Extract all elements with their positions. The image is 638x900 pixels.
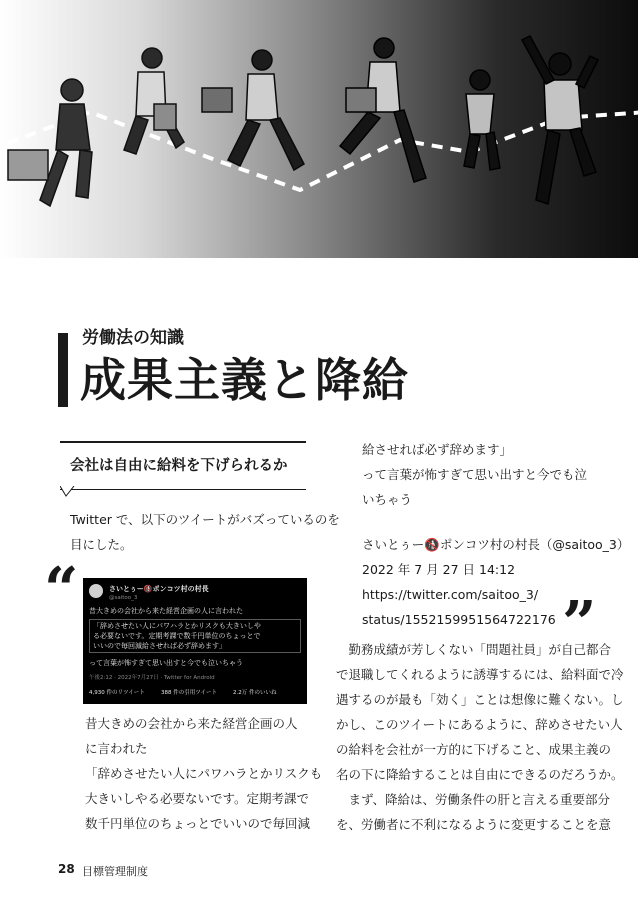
- page-title: 成果主義と降給: [80, 353, 409, 407]
- page-number: 28: [58, 862, 75, 876]
- tweet-meta: 午後2:12 · 2022年7月27日 · Twitter for Android: [89, 675, 215, 681]
- body-line-3: 遇するのが最も「効く」ことは想像に難くない。し: [336, 692, 624, 707]
- quote-line-3: 「辞めさせたい人にパワハラとかリスクも: [85, 766, 323, 781]
- speech-tail-icon: [60, 486, 84, 498]
- running-title: 目標管理制度: [82, 865, 148, 878]
- tweet-screenshot: [83, 578, 307, 704]
- quote-line-4: 大きいしやる必要ないです。定期考課で: [85, 791, 310, 806]
- body-line-4: かし、このツイートにあるように、辞めさせたい人: [336, 717, 623, 732]
- body-line-5: の給料を会社が一方的に下げること、成果主義の: [336, 742, 612, 757]
- header-illustration: [0, 0, 638, 258]
- body-line-2: で退職してくれるように誘導するには、給料面で冷: [336, 667, 624, 682]
- tweet-handle: @saitoo_3: [109, 595, 138, 601]
- quote-cont-line-3: いちゃう: [362, 492, 413, 507]
- source-url-line-1: https://twitter.com/saitoo_3/: [362, 587, 539, 602]
- intro-line-1: Twitter で、以下のツイートがバズっているのを: [70, 512, 340, 527]
- tweet-display-name: さいとぅー🚯ポンコツ村の村長: [109, 585, 209, 593]
- quote-cont-line-2: って言葉が怖すぎて思い出すと今でも泣: [362, 467, 588, 482]
- subheading: 会社は自由に給料を下げられるか: [70, 458, 288, 474]
- source-date: 2022 年 7 月 27 日 14:12: [362, 562, 516, 577]
- source-url-line-2: status/1552159951564722176: [362, 612, 556, 627]
- tweet-retweets: 4,930 件のリツイート: [89, 690, 145, 696]
- business-people-jumping-illustration: [0, 0, 638, 258]
- quote-line-2: に言われた: [85, 741, 148, 756]
- title-accent-bar: [58, 333, 68, 407]
- quote-line-5: 数千円単位のちょっとでいいので毎回減: [85, 816, 311, 831]
- quote-cont-line-1: 給させれば必ず辞めます」: [362, 442, 513, 457]
- open-quote-icon: “: [44, 555, 79, 625]
- body-line-6: 名の下に降給することは自由にできるのだろうか。: [336, 767, 624, 782]
- body-line-8: を、労働者に不利になるように変更することを意: [336, 817, 612, 832]
- intro-line-2: 目にした。: [70, 537, 133, 552]
- tweet-likes: 2.2万 件のいいね: [233, 690, 277, 696]
- tweet-line-1: 昔大きめの会社から来た経営企画の人に言われた: [89, 607, 243, 615]
- tweet-line-2: 「辞めさせたい人にパワハラとかリスクも大きいしや: [93, 622, 261, 630]
- quote-line-1: 昔大きめの会社から来た経営企画の人: [85, 716, 298, 731]
- tweet-quote-tweets: 388 件の引用ツイート: [161, 690, 217, 696]
- source-author: さいとぅー🚯ポンコツ村の村長（@saitoo_3）: [362, 537, 630, 552]
- section-kicker: 労働法の知識: [82, 328, 184, 348]
- tweet-avatar: [89, 584, 103, 598]
- tweet-line-3: る必要ないです。定期考課で数千円単位のちょっとで: [93, 632, 261, 640]
- tweet-line-5: って言葉が怖すぎて思い出すと今でも泣いちゃう: [89, 659, 243, 667]
- body-line-7: まず、降給は、労働条件の肝と言える重要部分: [336, 792, 611, 807]
- close-quote-icon: ”: [562, 589, 597, 659]
- tweet-line-4: いいので毎回減給させれば必ず辞めます」: [93, 642, 226, 650]
- body-line-1: 勤務成績が芳しくない「問題社員」が自己都合: [336, 642, 612, 657]
